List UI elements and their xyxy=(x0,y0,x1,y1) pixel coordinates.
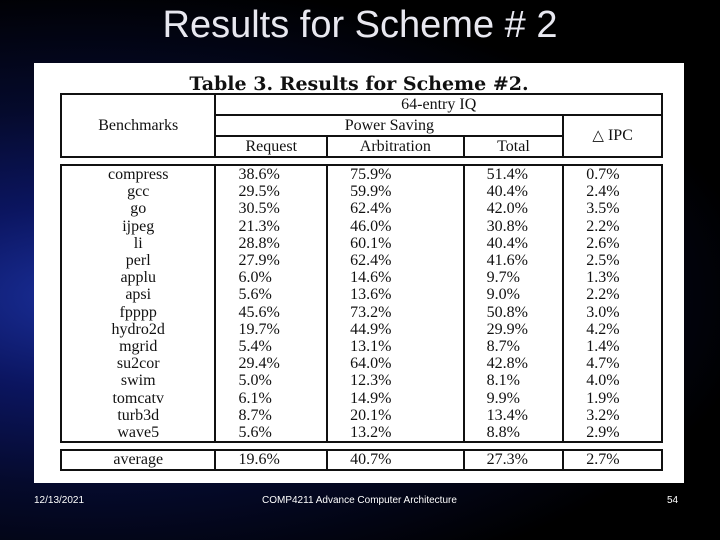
total-cell: 50.8% xyxy=(464,304,564,321)
arbitration-cell: 62.4% xyxy=(327,200,464,217)
arbitration-cell: 12.3% xyxy=(327,372,464,389)
total-cell: 41.6% xyxy=(464,252,564,269)
ipc-cell: 2.4% xyxy=(563,183,662,200)
results-table xyxy=(60,93,663,471)
footer-date: 12/13/2021 xyxy=(34,495,85,506)
arbitration-cell: 13.1% xyxy=(327,338,464,355)
request-cell: 28.8% xyxy=(215,235,327,252)
ipc-cell: 0.7% xyxy=(563,165,662,183)
footer-page-number: 54 xyxy=(667,495,679,506)
request-cell: 19.7% xyxy=(215,321,327,338)
request-cell: 45.6% xyxy=(215,304,327,321)
arbitration-cell: 73.2% xyxy=(327,304,464,321)
footer-course: COMP4211 Advance Computer Architecture xyxy=(262,495,457,506)
ipc-cell: 2.6% xyxy=(563,235,662,252)
benchmark-cell: wave5 xyxy=(61,424,215,442)
arbitration-cell: 75.9% xyxy=(327,165,464,183)
header-gap xyxy=(61,157,662,165)
average-ipc: 2.7% xyxy=(563,450,662,470)
benchmark-cell: perl xyxy=(61,252,215,269)
benchmarks-header: Benchmarks xyxy=(61,94,215,157)
total-cell: 30.8% xyxy=(464,218,564,235)
ipc-cell: 1.9% xyxy=(563,390,662,407)
total-cell: 51.4% xyxy=(464,165,564,183)
total-cell: 29.9% xyxy=(464,321,564,338)
table-row xyxy=(61,183,662,200)
ipc-cell: 4.2% xyxy=(563,321,662,338)
table-caption: Table 3. Results for Scheme #2. xyxy=(189,73,529,95)
ipc-cell: 3.5% xyxy=(563,200,662,217)
benchmark-cell: gcc xyxy=(61,183,215,200)
request-cell: 30.5% xyxy=(215,200,327,217)
benchmark-cell: go xyxy=(61,200,215,217)
arbitration-cell: 44.9% xyxy=(327,321,464,338)
average-row xyxy=(61,450,662,470)
average-label: average xyxy=(61,450,215,470)
ipc-cell: 2.2% xyxy=(563,218,662,235)
request-cell: 38.6% xyxy=(215,165,327,183)
benchmark-cell: applu xyxy=(61,269,215,286)
total-cell: 40.4% xyxy=(464,235,564,252)
total-cell: 8.1% xyxy=(464,372,564,389)
table-row xyxy=(61,372,662,389)
average-arbitration: 40.7% xyxy=(327,450,464,470)
ipc-cell: 4.0% xyxy=(563,372,662,389)
total-cell: 42.8% xyxy=(464,355,564,372)
benchmark-cell: fpppp xyxy=(61,304,215,321)
total-cell: 13.4% xyxy=(464,407,564,424)
arbitration-cell: 14.9% xyxy=(327,390,464,407)
total-cell: 8.8% xyxy=(464,424,564,442)
average-request: 19.6% xyxy=(215,450,327,470)
table-row xyxy=(61,286,662,303)
ipc-cell: 3.2% xyxy=(563,407,662,424)
table-row xyxy=(61,321,662,338)
benchmark-cell: apsi xyxy=(61,286,215,303)
request-header: Request xyxy=(215,136,327,157)
benchmark-cell: ijpeg xyxy=(61,218,215,235)
benchmark-cell: compress xyxy=(61,165,215,183)
arbitration-cell: 13.2% xyxy=(327,424,464,442)
slide-title: Results for Scheme # 2 xyxy=(162,4,558,46)
results-table-image xyxy=(34,63,684,483)
ipc-header-label: IPC xyxy=(607,127,633,144)
table-row xyxy=(61,355,662,372)
request-cell: 5.6% xyxy=(215,286,327,303)
request-cell: 8.7% xyxy=(215,407,327,424)
arbitration-cell: 60.1% xyxy=(327,235,464,252)
benchmark-cell: li xyxy=(61,235,215,252)
arbitration-cell: 59.9% xyxy=(327,183,464,200)
request-cell: 21.3% xyxy=(215,218,327,235)
request-cell: 5.4% xyxy=(215,338,327,355)
total-cell: 9.9% xyxy=(464,390,564,407)
average-total: 27.3% xyxy=(464,450,564,470)
table-row xyxy=(61,269,662,286)
arbitration-header: Arbitration xyxy=(327,136,464,157)
group-header: 64-entry IQ xyxy=(215,94,662,115)
total-header: Total xyxy=(464,136,564,157)
request-cell: 5.6% xyxy=(215,424,327,442)
benchmark-cell: swim xyxy=(61,372,215,389)
ipc-cell: 1.4% xyxy=(563,338,662,355)
total-cell: 8.7% xyxy=(464,338,564,355)
ipc-cell: 2.5% xyxy=(563,252,662,269)
benchmark-cell: hydro2d xyxy=(61,321,215,338)
delta-icon: △ xyxy=(592,128,604,144)
header-row-1 xyxy=(61,94,662,115)
average-gap xyxy=(61,442,662,450)
arbitration-cell: 13.6% xyxy=(327,286,464,303)
ipc-cell: 2.9% xyxy=(563,424,662,442)
table-row xyxy=(61,235,662,252)
benchmark-cell: turb3d xyxy=(61,407,215,424)
total-cell: 9.7% xyxy=(464,269,564,286)
table-row xyxy=(61,338,662,355)
benchmark-cell: tomcatv xyxy=(61,390,215,407)
ipc-cell: 3.0% xyxy=(563,304,662,321)
request-cell: 29.5% xyxy=(215,183,327,200)
request-cell: 6.0% xyxy=(215,269,327,286)
table-row xyxy=(61,252,662,269)
ipc-header xyxy=(563,115,662,157)
table-row xyxy=(61,390,662,407)
request-cell: 5.0% xyxy=(215,372,327,389)
benchmark-cell: su2cor xyxy=(61,355,215,372)
ipc-cell: 4.7% xyxy=(563,355,662,372)
ipc-cell: 2.2% xyxy=(563,286,662,303)
total-cell: 9.0% xyxy=(464,286,564,303)
arbitration-cell: 46.0% xyxy=(327,218,464,235)
table-row xyxy=(61,424,662,442)
arbitration-cell: 20.1% xyxy=(327,407,464,424)
table-row xyxy=(61,407,662,424)
arbitration-cell: 64.0% xyxy=(327,355,464,372)
subgroup-header: Power Saving xyxy=(215,115,563,136)
request-cell: 27.9% xyxy=(215,252,327,269)
table-row xyxy=(61,304,662,321)
table-row xyxy=(61,200,662,217)
table-row xyxy=(61,165,662,183)
request-cell: 29.4% xyxy=(215,355,327,372)
total-cell: 42.0% xyxy=(464,200,564,217)
total-cell: 40.4% xyxy=(464,183,564,200)
arbitration-cell: 62.4% xyxy=(327,252,464,269)
table-row xyxy=(61,218,662,235)
benchmark-cell: mgrid xyxy=(61,338,215,355)
arbitration-cell: 14.6% xyxy=(327,269,464,286)
ipc-cell: 1.3% xyxy=(563,269,662,286)
request-cell: 6.1% xyxy=(215,390,327,407)
